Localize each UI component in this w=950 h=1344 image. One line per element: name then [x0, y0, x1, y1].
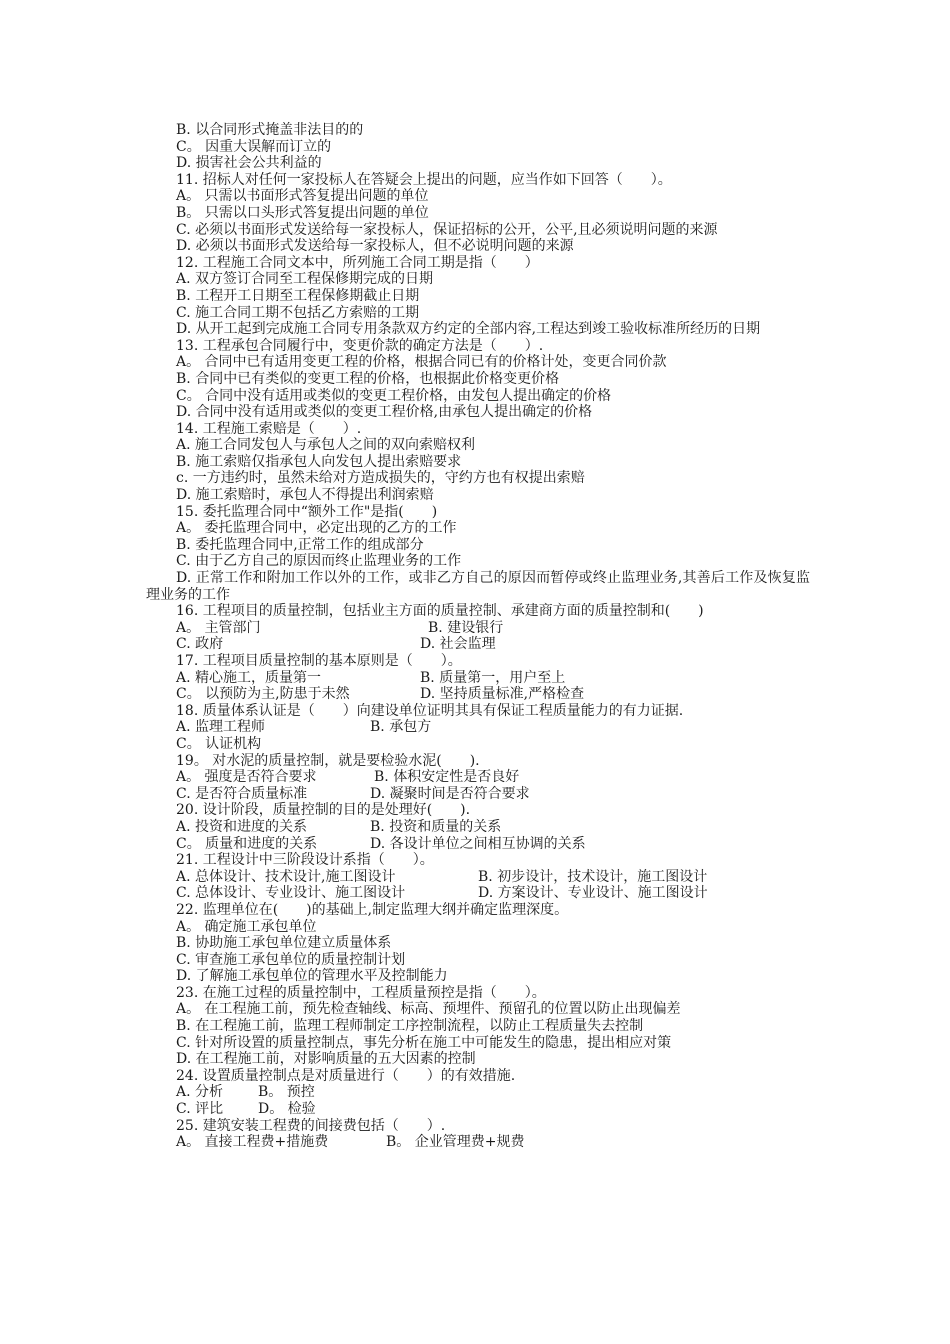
option-left: C. 是否符合质量标准 — [176, 785, 308, 802]
option-text: A。 在工程施工前，预先检查轴线、标高、预埋件、预留孔的位置以防止出现偏差 — [176, 1001, 681, 1018]
option-left: C. 政府 — [176, 636, 224, 653]
option-right: B. 投资和质量的关系 — [370, 818, 502, 835]
option-row — [146, 885, 810, 902]
option-right: B. 质量第一，用户至上 — [420, 669, 566, 686]
option-text: B. 在工程施工前，监理工程师制定工序控制流程，以防止工程质量失去控制 — [176, 1018, 644, 1035]
option-text: C. 针对所设置的质量控制点，事先分析在施工中可能发生的隐患，提出相应对策 — [176, 1034, 672, 1051]
option-text: C。 合同中没有适用或类似的变更工程价格，由发包人提出确定的价格 — [176, 387, 612, 404]
question-text: 14. 工程施工索赔是（ ）. — [176, 420, 362, 437]
option-row — [146, 819, 810, 836]
question-text: 23. 在施工过程的质量控制中，工程质量预控是指（ ）。 — [176, 984, 546, 1001]
option-text: D. 施工索赔时，承包人不得提出利润索赔 — [176, 487, 434, 504]
option-left: A. 总体设计、技术设计,施工图设计 — [176, 868, 396, 885]
option-row — [146, 686, 810, 703]
question-text: 15. 委托监理合同中“额外工作"是指( ) — [176, 503, 438, 520]
option-text: C。 因重大误解而订立的 — [176, 138, 332, 155]
option-text: A。 确定施工承包单位 — [176, 918, 317, 935]
question-text: 22. 监理单位在( )的基础上,制定监理大纲并确定监理深度。 — [176, 901, 569, 918]
option-right: B. 初步设计，技术设计，施工图设计 — [478, 868, 708, 885]
option-row — [146, 1134, 810, 1151]
option-left: C. 评比 — [176, 1101, 224, 1118]
option-right: B. 建设银行 — [428, 619, 504, 636]
option-left: A. 分析 — [176, 1084, 224, 1101]
option-text: B. 合同中已有类似的变更工程的价格，也根据此价格变更价格 — [176, 370, 560, 387]
option-row — [146, 1084, 810, 1101]
option-text: D. 损害社会公共利益的 — [176, 155, 322, 172]
question-text: 25. 建筑安装工程费的间接费包括（ ）. — [176, 1117, 446, 1134]
option-right: D. 凝聚时间是否符合要求 — [370, 785, 530, 802]
option-text: A。 委托监理合同中，必定出现的乙方的工作 — [176, 520, 457, 537]
option-text: C. 由于乙方自己的原因而终止监理业务的工作 — [176, 553, 462, 570]
option-row — [146, 786, 810, 803]
question-text: 17. 工程项目质量控制的基本原则是（ ）。 — [176, 653, 462, 669]
option-text: B. 施工索赔仅指承包人向发包人提出索赔要求 — [176, 453, 462, 470]
option-right: B。 预控 — [258, 1084, 315, 1101]
option-row — [146, 836, 810, 853]
option-text: C. 必须以书面形式发送给每一家投标人，保证招标的公开，公平,且必须说明问题的来源 — [176, 221, 718, 238]
option-row — [146, 1101, 810, 1118]
option-right: D. 坚持质量标准,严格检查 — [420, 686, 585, 703]
option-text: D. 合同中没有适用或类似的变更工程价格,由承包人提出确定的价格 — [176, 404, 593, 421]
question-text: 13. 工程承包合同履行中，变更价款的确定方法是（ ）. — [176, 337, 544, 354]
option-text: C. 施工合同工期不包括乙方索赔的工期 — [176, 304, 420, 321]
question-text: 19。 对水泥的质量控制，就是要检验水泥( ). — [176, 752, 480, 769]
option-text: B. 委托监理合同中,正常工作的组成部分 — [176, 536, 424, 553]
option-left: A。 主管部门 — [176, 619, 261, 636]
option-text: c. 一方违约时，虽然未给对方造成损失的，守约方也有权提出索赔 — [176, 470, 585, 487]
option-right: D。 检验 — [258, 1101, 316, 1118]
option-left: A。 直接工程费+措施费 — [176, 1134, 329, 1151]
option-row — [146, 719, 810, 736]
option-right: D. 各设计单位之间相互协调的关系 — [370, 835, 586, 852]
question-text: 18. 质量体系认证是（ ）向建设单位证明其具有保证工程质量能力的有力证据. — [176, 702, 684, 719]
option-text: B. 工程开工日期至工程保修期截止日期 — [176, 287, 420, 304]
option-left: C。 以预防为主,防患于未然 — [176, 686, 350, 703]
option-left: A. 监理工程师 — [176, 719, 266, 736]
option-right: D. 社会监理 — [420, 636, 496, 653]
option-left: A。 强度是否符合要求 — [176, 769, 317, 786]
option-left: C. 总体设计、专业设计、施工图设计 — [176, 885, 406, 902]
option-row — [146, 769, 810, 786]
option-text: B. 协助施工承包单位建立质量体系 — [176, 935, 392, 952]
option-row — [146, 636, 810, 653]
option-text: D. 在工程施工前，对影响质量的五大因素的控制 — [176, 1051, 476, 1068]
option-right: D. 方案设计、专业设计、施工图设计 — [478, 885, 708, 902]
option-left: C。 质量和进度的关系 — [176, 835, 318, 852]
question-text: 12. 工程施工合同文本中，所列施工合同工期是指（ ） — [176, 254, 539, 271]
option-row — [146, 620, 810, 637]
option-text: D. 正常工作和附加工作以外的工作，或非乙方自己的原因而暂停或终止监理业务,其善后工作及恢复监理业务的工作 — [146, 570, 810, 603]
option-text: D. 从开工起到完成施工合同专用条款双方约定的全部内容,工程达到竣工验收标准所经历的日期 — [176, 321, 761, 338]
question-text: 21. 工程设计中三阶段设计系指（ ）。 — [176, 852, 434, 869]
question-list — [146, 122, 810, 1151]
option-left: A. 精心施工，质量第一 — [176, 669, 322, 686]
option-text: A。 只需以书面形式答复提出问题的单位 — [176, 188, 429, 205]
option-right: B. 承包方 — [370, 719, 432, 736]
option-text: D. 必须以书面形式发送给每一家投标人，但不必说明问题的来源 — [176, 238, 574, 255]
question-text: 24. 设置质量控制点是对质量进行（ ）的有效措施. — [176, 1067, 516, 1084]
option-text: A. 双方签订合同至工程保修期完成的日期 — [176, 271, 434, 288]
option-right: B. 体积安定性是否良好 — [374, 769, 520, 786]
option-text: C。 认证机构 — [176, 735, 262, 752]
option-row — [146, 869, 810, 886]
question-text: 16. 工程项目的质量控制，包括业主方面的质量控制、承建商方面的质量控制和( ) — [176, 603, 704, 620]
option-text: D. 了解施工承包单位的管理水平及控制能力 — [176, 968, 448, 985]
option-text: A。 合同中已有适用变更工程的价格，根据合同已有的价格计处，变更合同价款 — [176, 354, 667, 371]
question-text: 20. 设计阶段，质量控制的目的是处理好( ). — [176, 802, 471, 819]
option-text: B。 只需以口头形式答复提出问题的单位 — [176, 204, 429, 221]
option-text: A. 施工合同发包人与承包人之间的双向索赔权利 — [176, 437, 476, 454]
question-text: 11. 招标人对任何一家投标人在答疑会上提出的问题，应当作如下回答（ ）。 — [176, 171, 672, 188]
option-right: B。 企业管理费+规费 — [386, 1134, 525, 1151]
option-text: B. 以合同形式掩盖非法目的的 — [176, 122, 364, 138]
option-left: A. 投资和进度的关系 — [176, 818, 308, 835]
option-text: C. 审查施工承包单位的质量控制计划 — [176, 951, 406, 968]
option-row — [146, 670, 810, 687]
